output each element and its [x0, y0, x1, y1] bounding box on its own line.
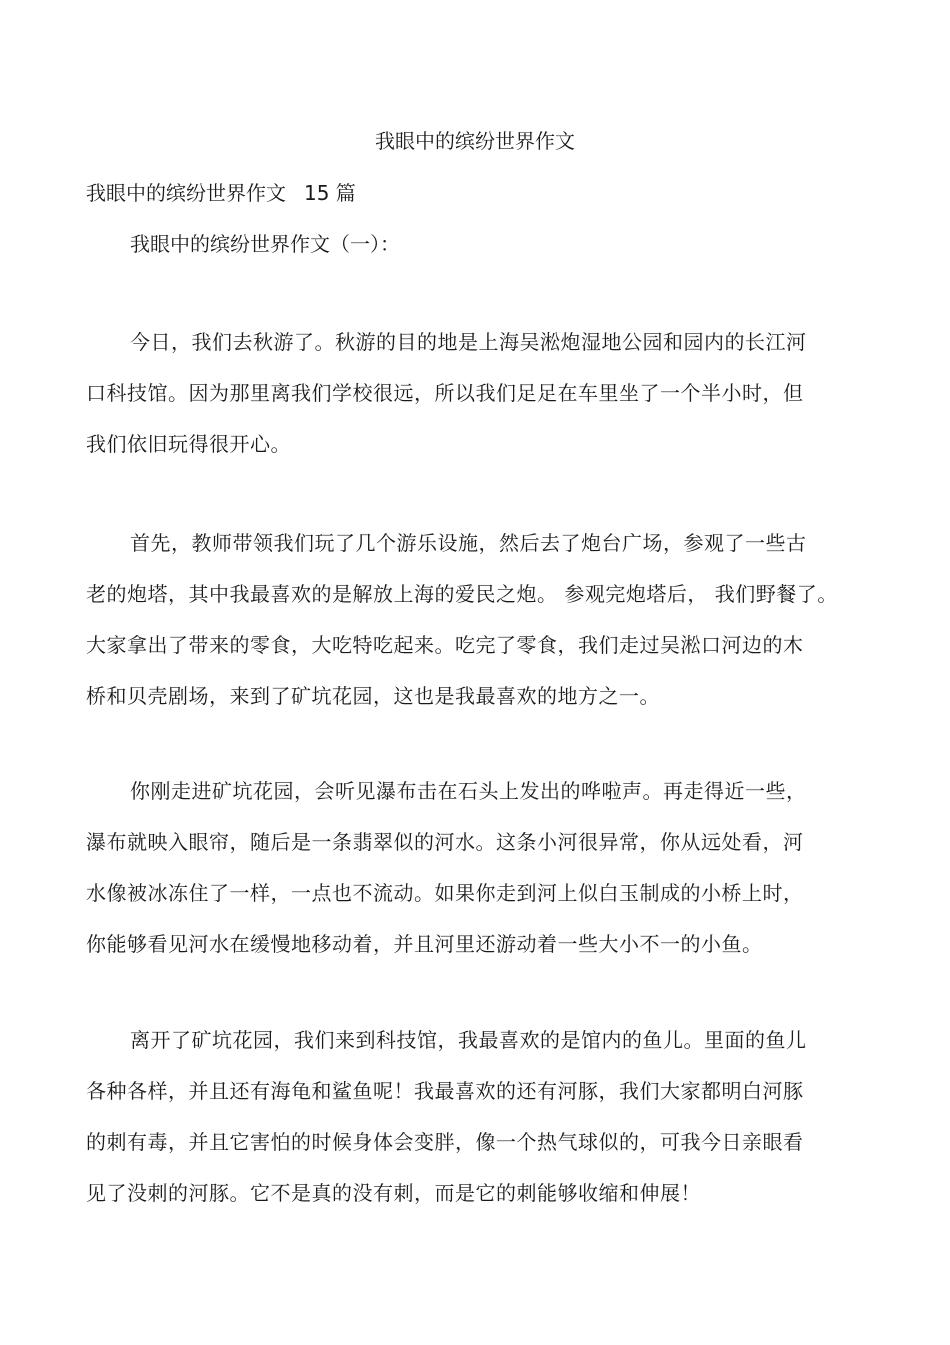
paragraph-line: 口科技馆。因为那里离我们学校很远，所以我们足足在车里坐了一个半小时，但 — [86, 381, 804, 405]
paragraph-line: 首先，教师带领我们玩了几个游乐设施，然后去了炮台广场，参观了一些古 — [130, 531, 807, 555]
paragraph-line: 老的炮塔，其中我最喜欢的是解放上海的爱民之炮。 参观完炮塔后， 我们野餐了。 — [86, 582, 838, 606]
paragraph-line: 我们依旧玩得很开心。 — [86, 432, 291, 456]
paragraph-line: 大家拿出了带来的零食，大吃特吃起来。吃完了零食，我们走过吴淞口河边的木 — [86, 633, 804, 657]
subtitle-count: 15 篇 — [304, 181, 356, 205]
document-subtitle — [86, 176, 356, 210]
paragraph-4 — [86, 1023, 876, 1227]
paragraph-line: 各种各样，并且还有海龟和鲨鱼呢！我最喜欢的还有河豚，我们大家都明白河豚 — [86, 1079, 804, 1103]
paragraph-line: 离开了矿坑花园，我们来到科技馆，我最喜欢的是馆内的鱼儿。里面的鱼儿 — [130, 1028, 807, 1052]
paragraph-line: 瀑布就映入眼帘，随后是一条翡翠似的河水。这条小河很异常，你从远处看，河 — [86, 830, 804, 854]
document-title: 我眼中的缤纷世界作文 — [375, 129, 575, 153]
paragraph-line: 桥和贝壳剧场，来到了矿坑花园，这也是我最喜欢的地方之一。 — [86, 684, 660, 708]
paragraph-line: 水像被冰冻住了一样，一点也不流动。如果你走到河上似白玉制成的小桥上时， — [86, 881, 804, 905]
paragraph-line: 见了没刺的河豚。它不是真的没有刺，而是它的刺能够收缩和伸展！ — [86, 1181, 701, 1205]
subtitle-text: 我眼中的缤纷世界作文 — [86, 181, 286, 205]
paragraph-1 — [86, 325, 876, 478]
paragraph-line: 今日，我们去秋游了。秋游的目的地是上海吴淞炮湿地公园和园内的长江河 — [130, 330, 807, 354]
paragraph-line: 你刚走进矿坑花园，会听见瀑布击在石头上发出的哗啦声。再走得近一些， — [130, 779, 807, 803]
paragraph-2 — [86, 526, 876, 730]
paragraph-3 — [86, 774, 876, 978]
section-heading: 我眼中的缤纷世界作文（一）： — [130, 232, 400, 256]
paragraph-line: 的刺有毒，并且它害怕的时候身体会变胖，像一个热气球似的，可我今日亲眼看 — [86, 1130, 804, 1154]
paragraph-line: 你能够看见河水在缓慢地移动着，并且河里还游动着一些大小不一的小鱼。 — [86, 932, 763, 956]
